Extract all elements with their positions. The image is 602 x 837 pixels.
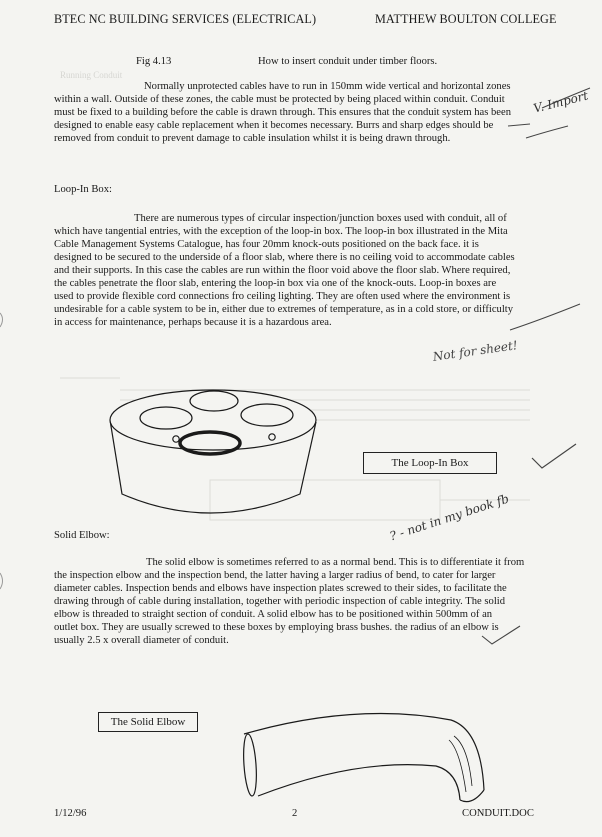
solid-elbow-line: the inspection elbow and the inspection bend, the latter having a larger radius of bend, to cater for larger — [54, 570, 496, 581]
handwritten-tick-2 — [480, 622, 530, 652]
solid-elbow-line: diameter cables. Inspection bends and elbows have inspection plates screwed to their sides, to facilitate the — [54, 583, 507, 594]
footer-page-number: 2 — [292, 808, 298, 819]
loop-in-line: designed to be secured to the underside of a floor slab, where there is no ceiling void to accommodate cables — [54, 252, 515, 263]
bleed-through-text: Running Conduit — [60, 70, 123, 80]
footer-filename: CONDUIT.DOC — [462, 808, 534, 819]
loop-in-figure-label — [363, 452, 497, 474]
fig-caption: How to insert conduit under timber floors. — [258, 56, 438, 67]
handwritten-mark-1 — [510, 300, 590, 340]
loop-in-box-drawing — [100, 372, 330, 522]
handwritten-note-not-for-sheet: Not for sheet! — [432, 338, 519, 364]
loop-in-line: which have tangential entries, with the exception of the loop-in box. The loop-in box illustrated in the Mita — [54, 226, 508, 237]
solid-elbow-figure-label-text: The Solid Elbow — [110, 716, 186, 728]
header-left: BTEC NC BUILDING SERVICES (ELECTRICAL) — [54, 12, 317, 26]
solid-elbow-line: usually 2.5 x overall diameter of conduit. — [54, 635, 229, 646]
loop-in-line: undesirable for a cable system to be in, either due to extremes of temperature, as in a cold store, or difficulty — [54, 304, 514, 315]
handwritten-tick-1 — [530, 440, 580, 475]
loop-in-heading: Loop-In Box: — [54, 184, 112, 195]
footer-date: 1/12/96 — [54, 808, 87, 819]
solid-elbow-line: elbow is threaded to straight section of conduit. A solid elbow has to be positioned within 500mm of an — [54, 609, 493, 620]
loop-in-paragraph — [54, 212, 554, 329]
fig-number: Fig 4.13 — [136, 56, 172, 67]
solid-elbow-heading: Solid Elbow: — [54, 530, 110, 541]
loop-in-line: Cable Management Systems Catalogue, has four 20mm knock-outs positioned on the back face. it is — [54, 239, 479, 250]
margin-hole-marks — [0, 305, 10, 595]
loop-in-line: and their supports. In this case the cables are run within the floor void above the floor slab. Where required, — [54, 265, 511, 276]
solid-elbow-line: outlet box. They are usually screwed to these boxes by employing brass bushes. the radius of an elbow is — [54, 622, 499, 633]
intro-line: within a wall. Outside of these zones, the cable must be protected by being placed within conduit. Conduit — [54, 94, 505, 105]
intro-line: Normally unprotected cables have to run in 150mm wide vertical and horizontal zones — [144, 81, 511, 92]
solid-elbow-line: The solid elbow is sometimes referred to as a normal bend. This is to differentiate it from — [146, 557, 525, 568]
intro-line: must be fixed to a building before the cable is drawn through. This ensures that the conduit system has been — [54, 107, 511, 118]
handwritten-note-not-in-book: ? - not in my book fb — [388, 491, 511, 544]
solid-elbow-drawing — [236, 700, 498, 810]
intro-line: removed from conduit to prevent damage to cable insulation whilst it is being drawn through. — [54, 133, 451, 144]
loop-in-line: the cables penetrate the floor slab, entering the loop-in box via one of the knock-outs. Loop-in boxes are — [54, 278, 497, 289]
loop-in-line: used to provide flexible cord connections fro ceiling lighting. They are often used where the environment is — [54, 291, 511, 302]
solid-elbow-paragraph — [54, 556, 554, 647]
loop-in-line: in access for maintenance, perhaps because it is a hazardous area. — [54, 317, 332, 328]
intro-paragraph — [54, 80, 554, 145]
handwritten-note-important: V. Import — [532, 88, 590, 116]
header-right: MATTHEW BOULTON COLLEGE — [375, 12, 557, 26]
solid-elbow-line: drawing through of cable during installation, together with periodic inspection of cable integrity. The solid — [54, 596, 506, 607]
solid-elbow-figure-label — [98, 712, 198, 732]
intro-line: designed to enable easy cable replacement when it becomes necessary. Burrs and sharp edges should be — [54, 120, 494, 131]
loop-in-line: There are numerous types of circular inspection/junction boxes used with conduit, all of — [134, 213, 507, 224]
loop-in-figure-label-text: The Loop-In Box — [391, 457, 469, 469]
